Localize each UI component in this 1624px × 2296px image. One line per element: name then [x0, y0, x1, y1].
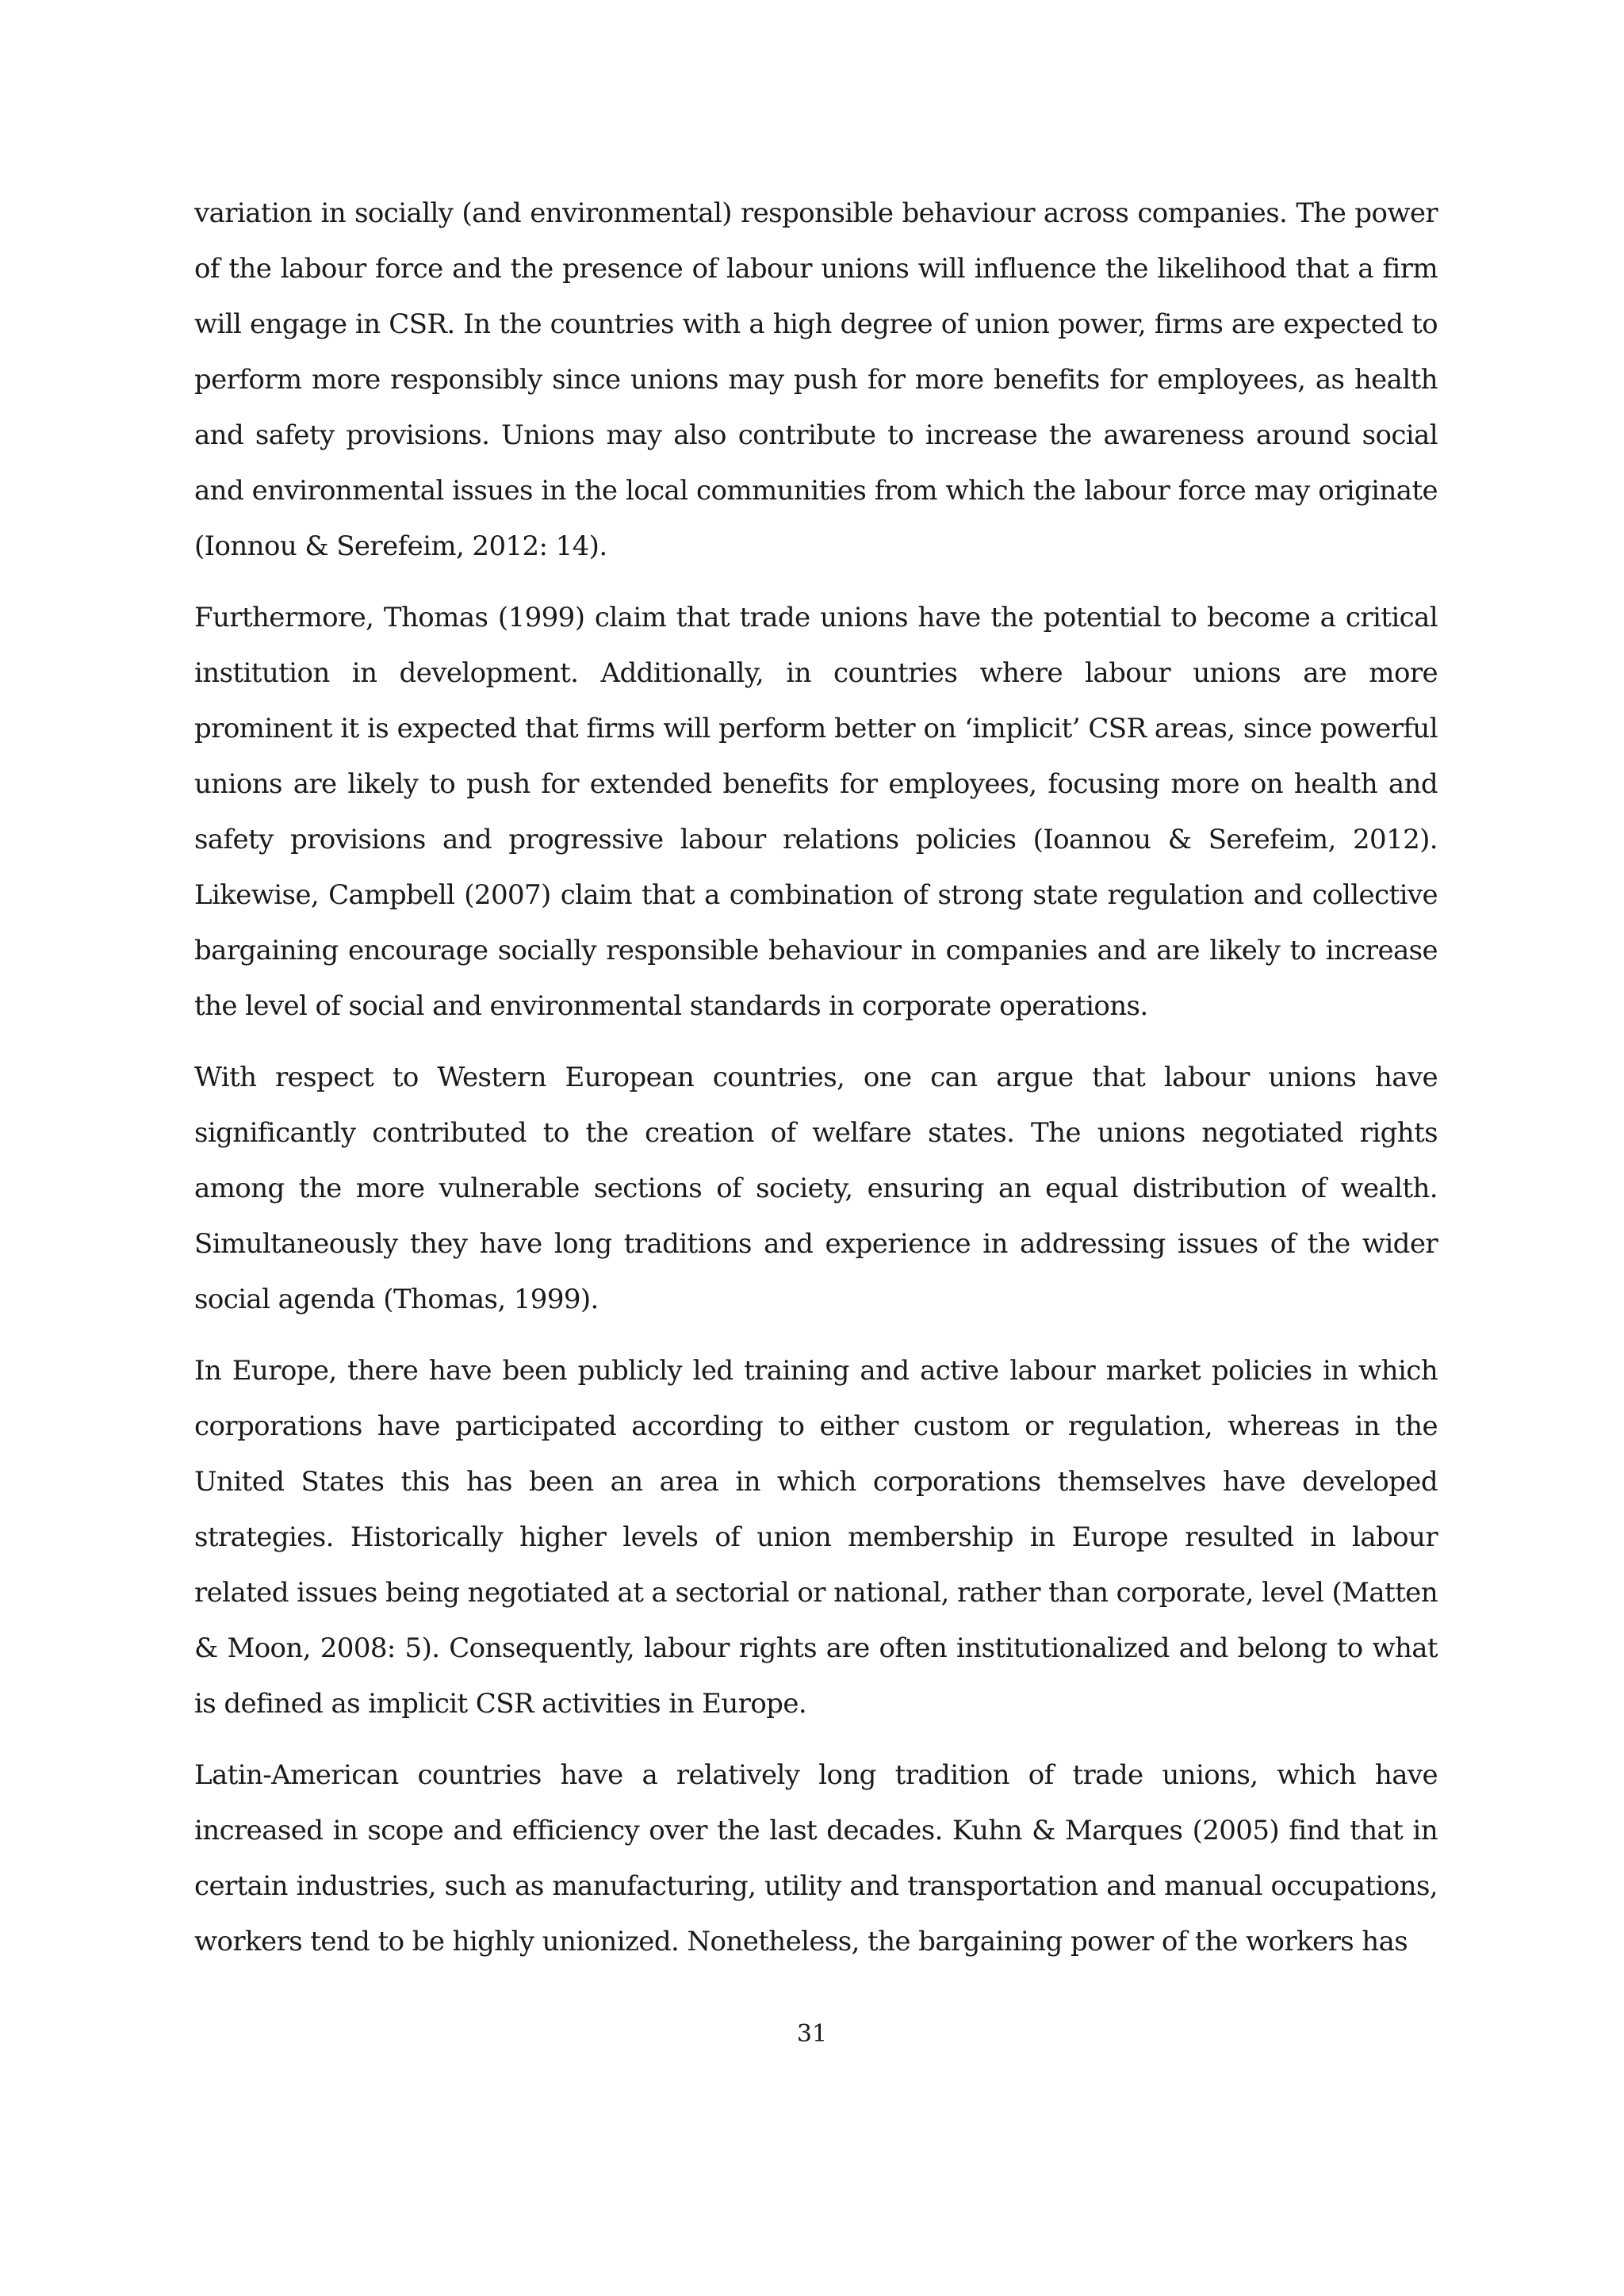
- paragraph-latin-america: Latin-American countries have a relatively long tradition of trade unions, which have increased in scope and efficiency over the last decades. Kuhn & Marques (2005) find that in certain industries, such as manufacturing, utility and transportation and manual occupations, workers tend to be highly unionized. Nonetheless, the bargaining power of the workers has: [194, 1759, 1438, 1957]
- page-number: 31: [796, 2020, 828, 2048]
- paragraph-csr-union-power: variation in socially (and environmental) responsible behaviour across companies. The power of the labour force and the presence of labour unions will influence the likelihood that a firm will engage in CSR. In the countries with a high degree of union power, firms are expected to perform more responsibly since unions may push for more benefits for employees, as health and safety provisions. Unions may also contribute to increase the awareness around social and environmental issues in the local communities from which the labour force may originate (Ionnou & Serefeim, 2012: 14).: [194, 197, 1438, 562]
- paragraph-europe-labour-policies: In Europe, there have been publicly led training and active labour market policies in which corporations have participated according to either custom or regulation, whereas in the United States this has been an area in which corporations themselves have developed strategies. Historically higher levels of union membership in Europe resulted in labour related issues being negotiated at a sectorial or national, rather than corporate, level (Matten & Moon, 2008: 5). Consequently, labour rights are often institutionalized and belong to what is defined as implicit CSR activities in Europe.: [194, 1355, 1438, 1720]
- body-text: [194, 186, 1438, 1985]
- paragraph-western-europe: With respect to Western European countries, one can argue that labour unions have significantly contributed to the creation of welfare states. The unions negotiated rights among the more vulnerable sections of society, ensuring an equal distribution of wealth. Simultaneously they have long traditions and experience in addressing issues of the wider social agenda (Thomas, 1999).: [194, 1062, 1438, 1315]
- paragraph-thomas-campbell: Furthermore, Thomas (1999) claim that trade unions have the potential to become a critical institution in development. Additionally, in countries where labour unions are more prominent it is expected that firms will perform better on ‘implicit’ CSR areas, since powerful unions are likely to push for extended benefits for employees, focusing more on health and safety provisions and progressive labour relations policies (Ioannou & Serefeim, 2012). Likewise, Campbell (2007) claim that a combination of strong state regulation and collective bargaining encourage socially responsible behaviour in companies and are likely to increase the level of social and environmental standards in corporate operations.: [194, 602, 1438, 1022]
